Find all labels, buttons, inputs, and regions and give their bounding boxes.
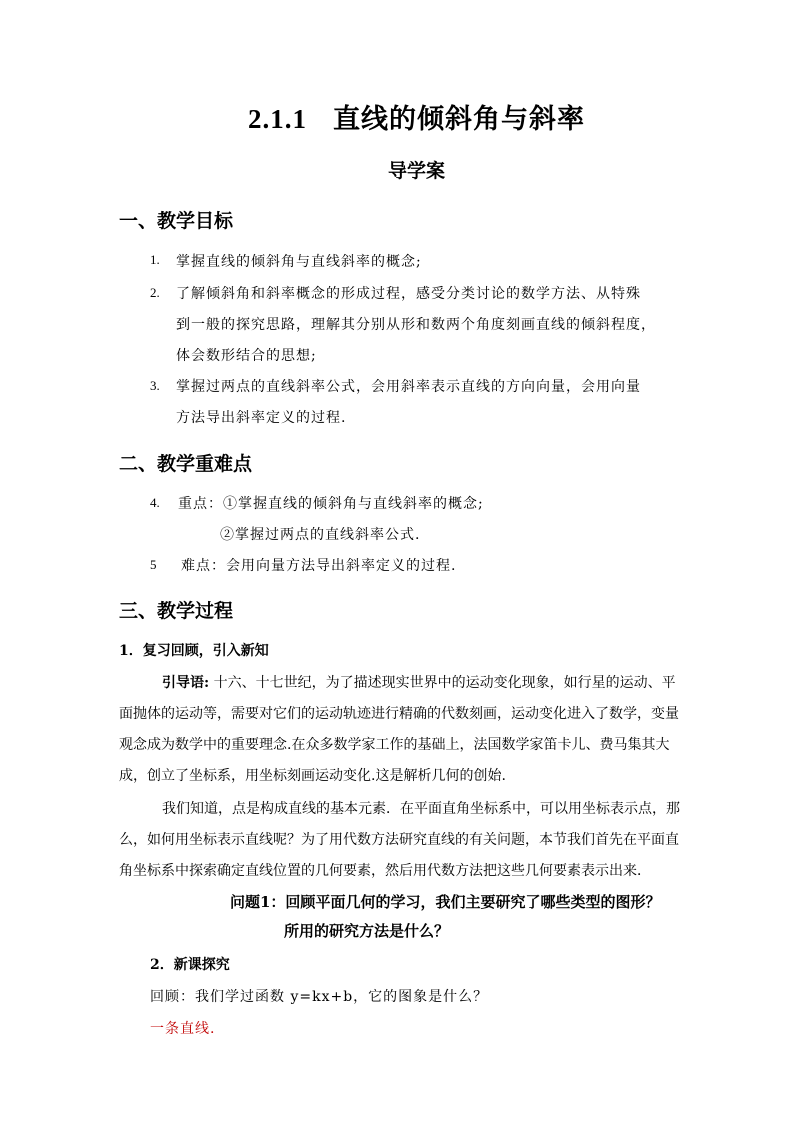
list-item-text: 掌握过两点的直线斜率公式，会用斜率表示直线的方向向量，会用向量 bbox=[176, 379, 641, 395]
intro-paragraph-line: 成，创立了坐标系，用坐标刻画运动变化.这是解析几何的创始. bbox=[119, 768, 506, 784]
section-heading-key-points: 二、教学重难点 bbox=[119, 453, 253, 475]
list-item-text: 难点：会用向量方法导出斜率定义的过程. bbox=[181, 558, 457, 574]
answer-line: 一条直线. bbox=[150, 1021, 216, 1037]
list-item-number: 2. bbox=[150, 285, 160, 300]
title-number: 2.1.1 bbox=[248, 104, 307, 134]
list-item-number: 5 bbox=[150, 557, 157, 572]
review-line: 回顾：我们学过函数 y=kx+b，它的图象是什么？ bbox=[150, 989, 489, 1005]
list-item-number: 3. bbox=[150, 378, 160, 393]
intro-lead: 引导语: bbox=[162, 675, 210, 691]
title-text: 直线的倾斜角与斜率 bbox=[333, 104, 585, 135]
list-item-number: 4. bbox=[150, 495, 160, 510]
intro-paragraph-line: 引导语: 十六、十七世纪，为了描述现实世界中的运动变化现象，如行星的运动、平 bbox=[162, 675, 676, 691]
body-paragraph-line: 角坐标系中探索确定直线位置的几何要素，然后用代数方法把这些几何要素表示出来． bbox=[119, 863, 651, 879]
section-heading-process: 三、教学过程 bbox=[119, 600, 234, 622]
list-item-text: 方法导出斜率定义的过程. bbox=[176, 410, 347, 426]
body-paragraph-line: 我们知道，点是构成直线的基本元素．在平面直角坐标系中，可以用坐标表示点，那 bbox=[162, 801, 680, 817]
list-item-text: 了解倾斜角和斜率概念的形成过程，感受分类讨论的数学方法、从特殊 bbox=[176, 286, 641, 302]
list-item-number: 1. bbox=[150, 252, 160, 267]
subsection-heading: 1．复习回顾，引入新知 bbox=[119, 643, 269, 659]
list-item-text: ②掌握过两点的直线斜率公式. bbox=[220, 527, 421, 543]
subsection-heading: 2．新课探究 bbox=[150, 957, 230, 973]
list-item-text: 体会数形结合的思想; bbox=[176, 348, 317, 364]
page-title bbox=[248, 97, 585, 136]
list-item-text: 到一般的探究思路，理解其分别从形和数两个角度刻画直线的倾斜程度， bbox=[176, 317, 656, 333]
question-line: 问题1：回顾平面几何的学习，我们主要研究了哪些类型的图形？ bbox=[230, 893, 661, 911]
list-item-text: 重点：①掌握直线的倾斜角与直线斜率的概念; bbox=[178, 496, 484, 512]
intro-paragraph-line: 面抛体的运动等，需要对它们的运动轨迹进行精确的代数刻画，运动变化进入了数学，变量 bbox=[119, 706, 679, 722]
intro-paragraph-line: 观念成为数学中的重要理念.在众多数学家工作的基础上，法国数学家笛卡儿、费马集其大 bbox=[119, 737, 670, 753]
page-subtitle: 导学案 bbox=[388, 160, 446, 182]
list-item-text: 掌握直线的倾斜角与直线斜率的概念; bbox=[176, 254, 422, 270]
question-line: 所用的研究方法是什么？ bbox=[284, 922, 450, 940]
body-paragraph-line: 么，如何用坐标表示直线呢？为了用代数方法研究直线的有关问题，本节我们首先在平面直 bbox=[119, 832, 679, 848]
section-heading-goals: 一、教学目标 bbox=[119, 210, 234, 232]
